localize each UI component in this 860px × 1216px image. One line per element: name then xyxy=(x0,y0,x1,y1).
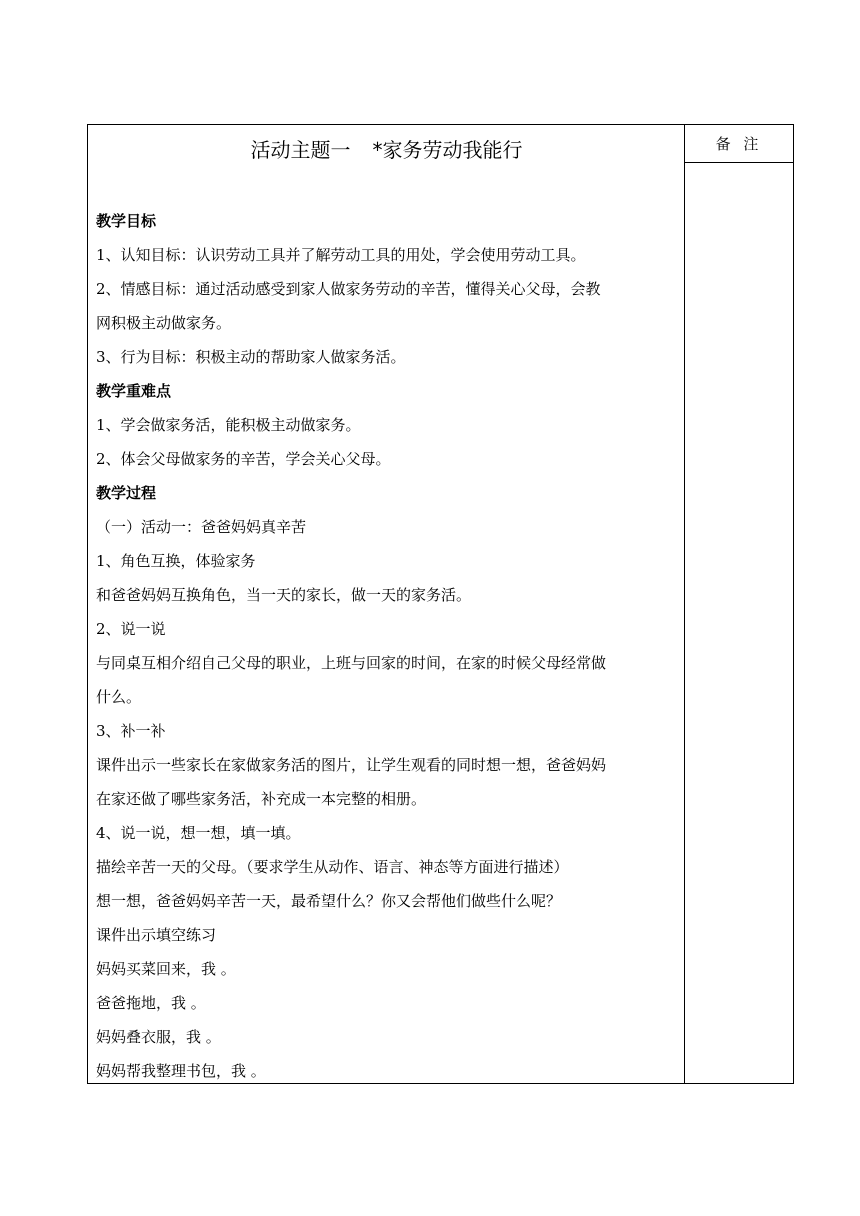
content-line: 1、学会做家务活，能积极主动做家务。 xyxy=(96,416,361,434)
content-line: 妈妈帮我整理书包，我 。 xyxy=(96,1062,266,1080)
section-heading: 教学过程 xyxy=(96,484,157,502)
content-line: 与同桌互相介绍自己父母的职业，上班与回家的时间，在家的时候父母经常做 xyxy=(96,654,607,672)
content-line: 3、行为目标：积极主动的帮助家人做家务活。 xyxy=(96,348,406,366)
content-line: 课件出示一些家长在家做家务活的图片，让学生观看的同时想一想，爸爸妈妈 xyxy=(96,756,607,774)
content-line: 爸爸拖地，我 。 xyxy=(96,994,206,1012)
content-line: 2、说一说 xyxy=(96,620,166,638)
content-line: 妈妈买菜回来，我 。 xyxy=(96,960,236,978)
content-line: 网积极主动做家务。 xyxy=(96,314,232,332)
content-line: 妈妈叠衣服，我 。 xyxy=(96,1028,221,1046)
title-part-1: 活动主题一 xyxy=(250,138,351,162)
remarks-header: 备 注 xyxy=(685,125,793,163)
section-heading: 教学重难点 xyxy=(96,382,172,400)
lesson-plan-table xyxy=(87,124,794,1084)
lesson-content xyxy=(96,204,680,1088)
content-line: 1、认知目标：认识劳动工具并了解劳动工具的用处，学会使用劳动工具。 xyxy=(96,246,586,264)
content-line: 3、补一补 xyxy=(96,722,166,740)
content-line: 和爸爸妈妈互换角色，当一天的家长，做一天的家务活。 xyxy=(96,586,472,604)
main-content-cell xyxy=(88,125,685,1083)
content-line: 1、角色互换，体验家务 xyxy=(96,552,256,570)
content-line: 2、情感目标：通过活动感受到家人做家务劳动的辛苦，懂得关心父母，会教 xyxy=(96,280,601,298)
section-heading: 教学目标 xyxy=(96,212,157,230)
page-title xyxy=(88,133,685,167)
content-line: 想一想，爸爸妈妈辛苦一天，最希望什么？你又会帮他们做些什么呢？ xyxy=(96,892,562,910)
content-line: 2、体会父母做家务的辛苦，学会关心父母。 xyxy=(96,450,391,468)
content-line: 在家还做了哪些家务活，补充成一本完整的相册。 xyxy=(96,790,427,808)
content-line: 描绘辛苦一天的父母。（要求学生从动作、语言、神态等方面进行描述） xyxy=(96,858,569,876)
content-line: （一）活动一：爸爸妈妈真辛苦 xyxy=(96,518,307,536)
content-line: 课件出示填空练习 xyxy=(96,926,217,944)
content-line: 什么。 xyxy=(96,688,142,706)
remarks-cell xyxy=(685,125,793,1083)
title-part-2: *家务劳动我能行 xyxy=(372,138,523,162)
content-line: 4、说一说，想一想，填一填。 xyxy=(96,824,301,842)
